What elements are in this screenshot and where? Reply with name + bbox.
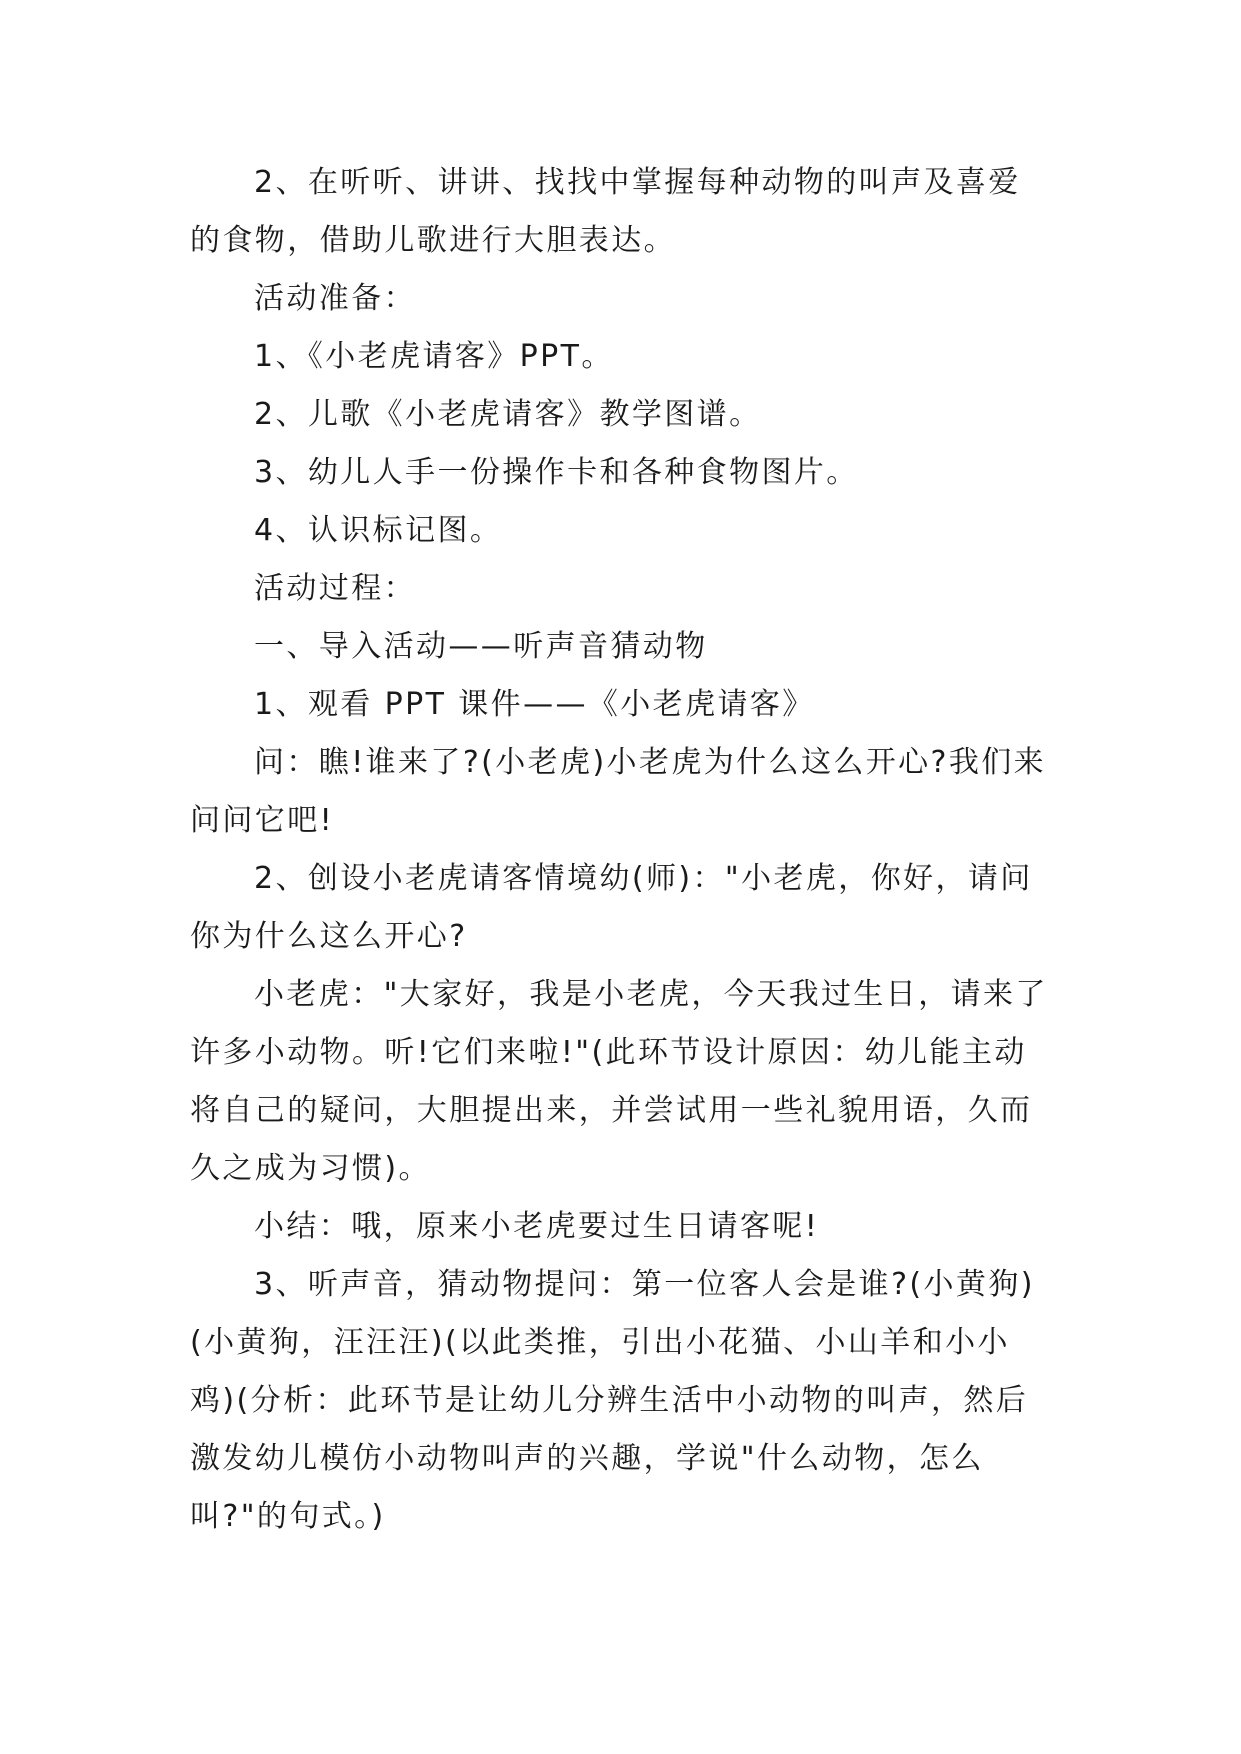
summary-paragraph: 小结：哦，原来小老虎要过生日请客呢! <box>254 1209 820 1244</box>
paragraph-goal-2: 2、在听听、讲讲、找找中掌握每种动物的叫声及喜爱的食物，借助儿歌进行大胆表达。 <box>190 165 1021 258</box>
prep-item-4: 4、认识标记图。 <box>254 513 503 548</box>
step-1-watch-ppt: 1、观看 PPT 课件——《小老虎请客》 <box>254 687 815 722</box>
question-paragraph: 问：瞧!谁来了?(小老虎)小老虎为什么这么开心?我们来问问它吧! <box>190 745 1047 838</box>
section-heading-intro: 一、导入活动——听声音猜动物 <box>254 629 708 664</box>
prep-item-3: 3、幼儿人手一份操作卡和各种食物图片。 <box>254 455 859 490</box>
prep-item-1: 1、《小老虎请客》PPT。 <box>254 339 614 374</box>
document-body <box>190 154 1050 1546</box>
heading-activity-process: 活动过程： <box>254 571 416 606</box>
tiger-dialogue-paragraph: 小老虎："大家好，我是小老虎，今天我过生日，请来了许多小动物。听!它们来啦!"(此环节设计原因：幼儿能主动将自己的疑问，大胆提出来，并尝试用一些礼貌用语，久而久之成为习惯)。 <box>190 977 1048 1186</box>
prep-item-2: 2、儿歌《小老虎请客》教学图谱。 <box>254 397 762 432</box>
step-2-scenario: 2、创设小老虎请客情境幼(师)："小老虎，你好，请问你为什么这么开心? <box>190 861 1033 954</box>
heading-activity-preparation: 活动准备： <box>254 281 416 316</box>
step-3-guess-animal: 3、听声音，猜动物提问：第一位客人会是谁?(小黄狗)(小黄狗，汪汪汪)(以此类推，引出小花猫、小山羊和小小鸡)(分析：此环节是让幼儿分辨生活中小动物的叫声，然后激发幼儿模仿小动物叫声的兴趣，学说"什么动物，怎么叫?"的句式。) <box>190 1267 1035 1534</box>
